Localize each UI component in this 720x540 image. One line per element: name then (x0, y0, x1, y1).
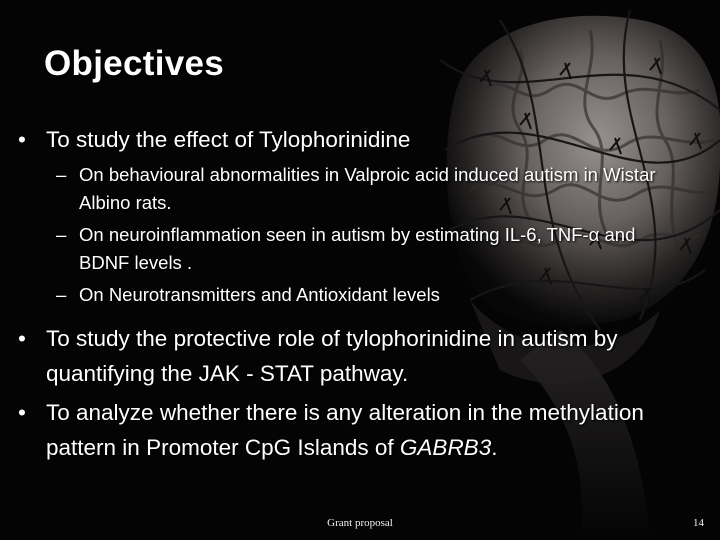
sub-list-item (0, 161, 720, 217)
bullet-marker: • (18, 127, 26, 152)
bullet-text: To analyze whether there is any alteration in the methylation pattern in Promoter CpG Islands of (46, 400, 644, 460)
bullet-text-end: . (491, 435, 498, 460)
gene-name: GABRB3 (399, 435, 492, 460)
bullet-text: To study the effect of Tylophorinidine (46, 127, 411, 152)
sub-bullet-text: On neuroinflammation seen in autism by estimating IL-6, TNF-α and BDNF levels . (79, 224, 636, 273)
sub-bullet-marker: – (56, 224, 67, 245)
bullet-text: To study the protective role of tylophorinidine in autism by quantifying the JAK - STAT pathway. (46, 326, 618, 386)
list-item (0, 395, 720, 465)
sub-list-item (0, 281, 720, 309)
sub-bullet-text: On behavioural abnormalities in Valproic acid induced autism in Wistar Albino rats. (79, 164, 656, 213)
sub-list-item (0, 221, 720, 277)
footer-text: Grant proposal (327, 517, 393, 529)
page-number: 14 (693, 517, 704, 529)
sub-bullet-marker: – (56, 164, 67, 185)
slide-title: Objectives (44, 44, 225, 83)
sub-bullet-marker: – (56, 284, 67, 305)
spacer (0, 309, 720, 321)
bullet-marker: • (18, 326, 26, 351)
objectives-list (0, 122, 720, 465)
list-item (0, 321, 720, 391)
sub-bullet-text: On Neurotransmitters and Antioxidant levels (79, 284, 440, 305)
list-item (0, 122, 720, 157)
bullet-marker: • (18, 400, 26, 425)
